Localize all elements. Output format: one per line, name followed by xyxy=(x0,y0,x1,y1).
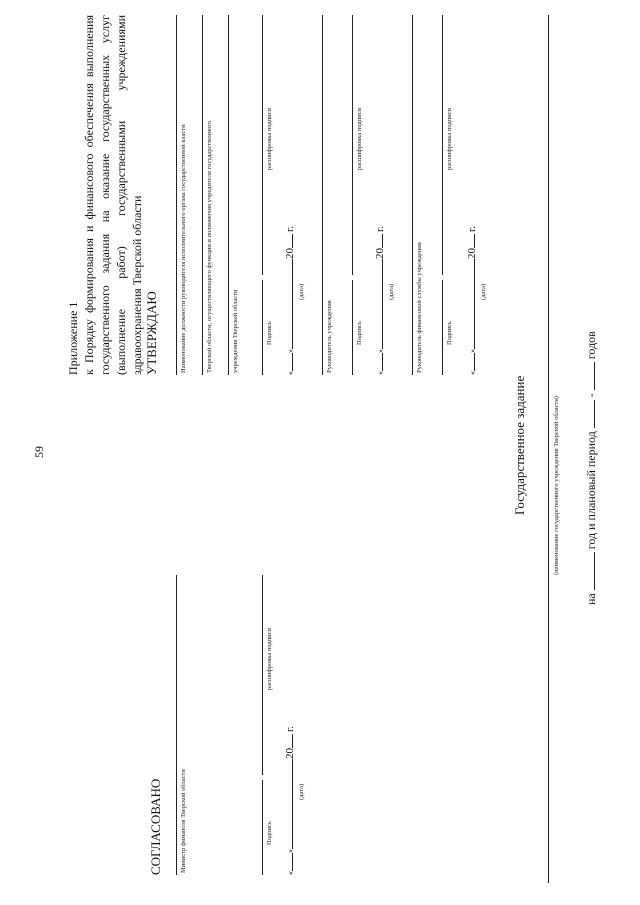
year-prefix: 20 xyxy=(466,248,478,259)
quote-open: « xyxy=(376,371,385,375)
year-prefix: 20 xyxy=(284,748,296,759)
agreed-decode-line xyxy=(262,575,263,775)
year-prefix: 20 xyxy=(374,248,386,259)
year-suffix: г. xyxy=(466,225,478,232)
approve-sig-line-2 xyxy=(352,280,353,375)
approve-sig-line-3 xyxy=(442,280,443,375)
year-suffix: г. xyxy=(284,225,296,232)
quote-close: » xyxy=(468,349,477,353)
year-suffix: г. xyxy=(284,725,296,732)
approve-decode-label-2: расшифровка подписи xyxy=(356,107,363,170)
approve-line-2 xyxy=(202,15,203,375)
approve-date-row-2 xyxy=(374,226,386,375)
approve-line-1 xyxy=(176,15,177,375)
approve-date-label-2: (дата) xyxy=(388,283,395,300)
quote-close: » xyxy=(286,849,295,853)
approve-sig-line-1 xyxy=(262,280,263,375)
agreed-line-1 xyxy=(176,575,177,875)
approve-caption-body1: Тверской области, осуществляющего функции и полномочия учредителя государственного xyxy=(206,120,213,373)
period-on: на xyxy=(584,593,598,605)
appendix-line-4: здравоохранения Тверской области xyxy=(130,195,144,375)
agreed-date-label: (дата) xyxy=(298,783,305,800)
period-years: годов xyxy=(584,331,598,360)
approve-caption-body2: учреждения Тверской области xyxy=(232,289,239,373)
approve-sig-label-1: Подпись xyxy=(266,321,273,345)
approve-decode-label-1: расшифровка подписи xyxy=(266,107,273,170)
approve-decode-line-3 xyxy=(442,15,443,275)
quote-close: » xyxy=(286,349,295,353)
quote-open: « xyxy=(286,871,295,875)
approve-decode-label-3: расшифровка подписи xyxy=(446,107,453,170)
agreed-date-row xyxy=(284,726,296,875)
approve-heading: УТВЕРЖДАЮ xyxy=(144,291,159,375)
approve-caption-head: Наименование должности руководителя исполнительного органа государственной власти xyxy=(180,124,187,373)
institution-name-line xyxy=(548,15,549,883)
approve-sig-label-3: Подпись xyxy=(446,321,453,345)
approve-decode-line-1 xyxy=(262,15,263,275)
appendix-title: Приложение 1 xyxy=(66,301,80,375)
agreed-sig-line xyxy=(262,780,263,875)
year-prefix: 20 xyxy=(284,248,296,259)
appendix-line-3: (выполнение работ) государственными учреждениями xyxy=(114,15,128,375)
approve-decode-line-2 xyxy=(352,15,353,275)
period-text: год и плановый период xyxy=(584,431,598,550)
approve-date-row-3 xyxy=(466,226,478,375)
agreed-caption: Министр финансов Тверской области xyxy=(180,769,187,873)
approve-line-head xyxy=(322,15,323,375)
period-dash: - xyxy=(584,393,598,398)
quote-close: » xyxy=(376,349,385,353)
approve-sig-label-2: Подпись xyxy=(356,321,363,345)
page-number: 59 xyxy=(32,446,46,458)
period-row xyxy=(584,331,599,605)
approve-line-fin xyxy=(412,15,413,375)
approve-date-row-1 xyxy=(284,226,296,375)
appendix-block xyxy=(65,15,145,375)
quote-open: « xyxy=(468,371,477,375)
appendix-line-2: государственного задания на оказание государственных услуг xyxy=(98,15,112,375)
appendix-line-1: к Порядку формирования и финансового обеспечения выполнения xyxy=(82,15,96,375)
approve-date-label-1: (дата) xyxy=(298,283,305,300)
approve-line-3 xyxy=(228,15,229,375)
document-title: Государственное задание xyxy=(512,375,527,515)
agreed-heading: СОГЛАСОВАНО xyxy=(148,778,163,875)
quote-open: « xyxy=(286,371,295,375)
agreed-decode-label: расшифровка подписи xyxy=(266,627,273,690)
approve-caption-fin: Руководитель финансовой службы учреждения xyxy=(416,242,423,373)
agreed-sig-label: Подпись xyxy=(266,821,273,845)
year-suffix: г. xyxy=(374,225,386,232)
institution-name-caption: (наименование государственного учреждения Тверской области) xyxy=(553,396,560,575)
approve-date-label-3: (дата) xyxy=(480,283,487,300)
approve-caption-head-of: Руководитель учреждения xyxy=(326,300,333,373)
